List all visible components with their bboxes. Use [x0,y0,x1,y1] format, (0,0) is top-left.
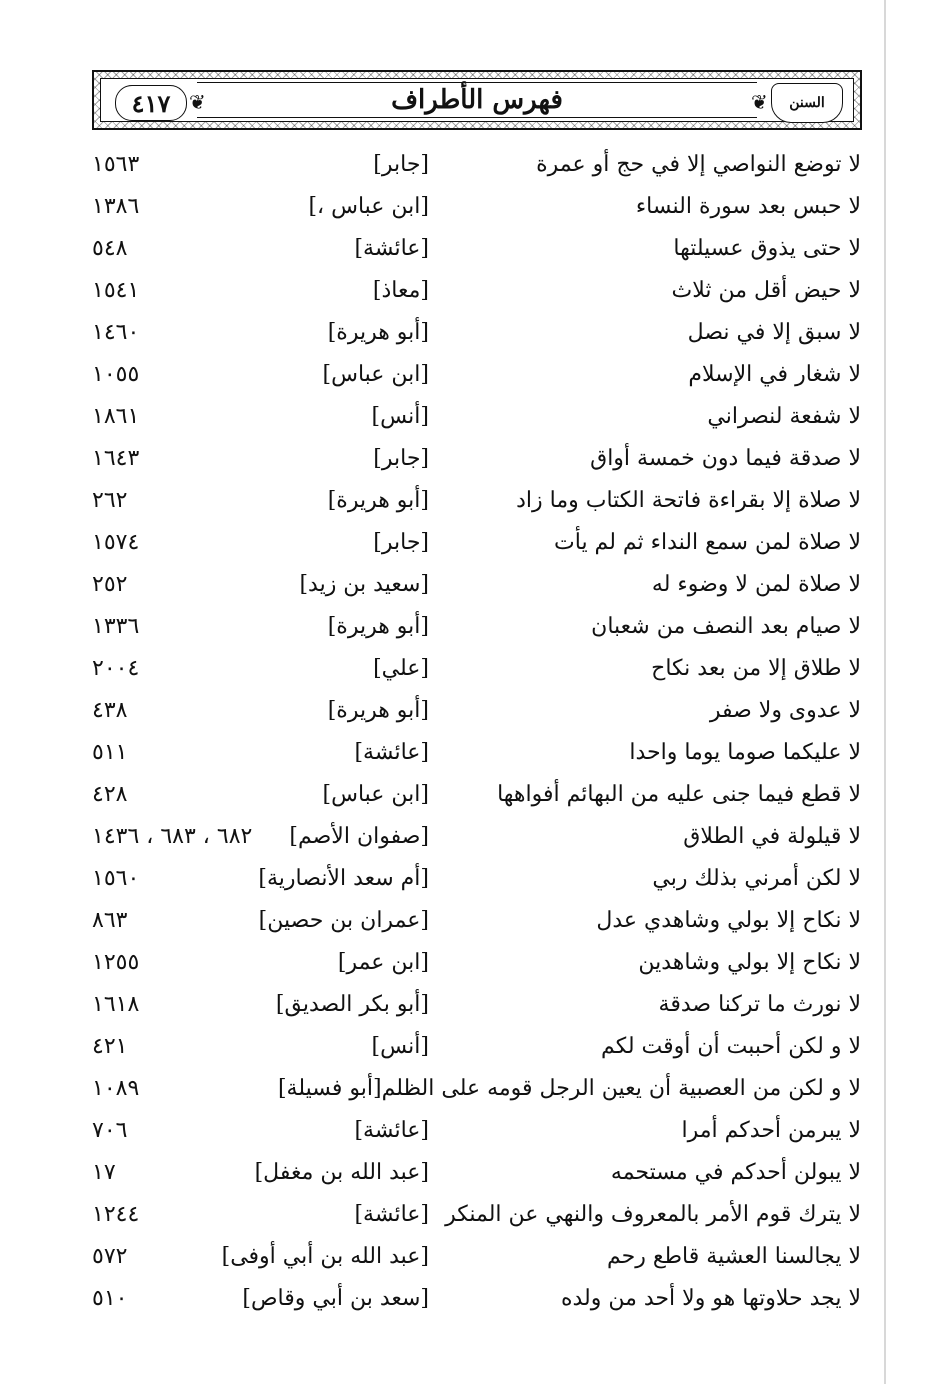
index-entry [0,355,941,395]
page-refs: ٦٨٢ ، ٦٨٣ ، ١٤٣٦ [92,824,253,849]
page-refs: ٥١١ [92,740,128,765]
hadith-text: لا يبرمن أحدكم أمرا [681,1118,861,1143]
index-entry [0,691,941,731]
hadith-text: لا سبق إلا في نصل [687,320,861,345]
index-entry [0,943,941,983]
index-entry [0,859,941,899]
index-entry [0,985,941,1025]
page-refs: ٥١٠ [92,1286,128,1311]
narrator: [معاذ] [372,278,429,303]
page-refs: ١٠٨٩ [92,1076,140,1101]
index-entry [0,649,941,689]
page-refs: ١٠٥٥ [92,362,140,387]
ornament-icon: ❦ [751,90,768,114]
header-frame [100,78,854,122]
page-refs: ٨٦٣ [92,908,128,933]
narrator: [سعيد بن زيد] [299,572,429,597]
narrator: [أم سعد الأنصارية] [258,866,429,891]
hadith-text: لا عليكما صوما يوما واحدا [629,740,861,765]
page-refs: ١٥٧٤ [92,530,140,555]
page-refs: ٢٠٠٤ [92,656,140,681]
index-entry [0,1195,941,1235]
index-entry [0,145,941,185]
ornament-icon: ❦ [189,90,206,114]
page-refs: ١٦٤٣ [92,446,140,471]
page-refs: ٢٦٢ [92,488,128,513]
hadith-text: لا صلاة إلا بقراءة فاتحة الكتاب وما زاد [516,488,861,513]
page-refs: ١٦١٨ [92,992,140,1017]
index-entry [0,229,941,269]
hadith-text: لا حيض أقل من ثلاث [671,278,861,303]
hadith-text: لا و لكن من العصبية أن يعين الرجل قومه على الظلم[أبو فسيلة] [277,1076,861,1101]
index-entry [0,439,941,479]
page-refs: ٥٧٢ [92,1244,128,1269]
hadith-text: لا صيام بعد النصف من شعبان [591,614,861,639]
hadith-text: لا نكاح إلا بولي وشاهدي عدل [596,908,861,933]
index-entry [0,1237,941,1277]
hadith-text: لا حتى يذوق عسيلتها [673,236,861,261]
narrator: [جابر] [373,530,429,555]
page-refs: ١٧ [92,1160,116,1185]
page-refs: ٧٠٦ [92,1118,128,1143]
narrator: [ابن عباس ،] [308,194,429,219]
page-refs: ٥٤٨ [92,236,128,261]
index-entry [0,271,941,311]
page-refs: ١٣٣٦ [92,614,140,639]
hadith-text: لا نورث ما تركنا صدقة [658,992,861,1017]
index-entry [0,775,941,815]
index-entry [0,1069,941,1109]
hadith-text: لا شغار في الإسلام [688,362,861,387]
index-entry [0,1111,941,1151]
hadith-text: لا عدوى ولا صفر [709,698,861,723]
narrator: [ابن عباس] [322,782,429,807]
narrator: [عمران بن حصين] [258,908,429,933]
hadith-text: لا قيلولة في الطلاق [683,824,861,849]
index-entry [0,481,941,521]
narrator: [أبو بكر الصديق] [275,992,429,1017]
page-refs: ٤٢١ [92,1034,128,1059]
hadith-text: لا صلاة لمن لا وضوء له [651,572,861,597]
narrator: [سعد بن أبي وقاص] [242,1286,429,1311]
index-entry [0,817,941,857]
hadith-text: لا يبولن أحدكم في مستحمه [610,1160,861,1185]
index-entry [0,313,941,353]
hadith-text: لا حبس بعد سورة النساء [635,194,861,219]
page-refs: ١٥٦٣ [92,152,140,177]
page-refs: ١٤٦٠ [92,320,140,345]
hadith-text: لا صلاة لمن سمع النداء ثم لم يأت [554,530,861,555]
narrator: [أبو هريرة] [327,698,429,723]
hadith-text: لا توضع النواصي إلا في حج أو عمرة [536,152,861,177]
narrator: [أنس] [371,1034,429,1059]
page-refs: ١٥٤١ [92,278,140,303]
hadith-text: لا نكاح إلا بولي وشاهدين [638,950,861,975]
narrator: [أبو هريرة] [327,614,429,639]
index-entry [0,607,941,647]
page-refs: ١٢٥٥ [92,950,140,975]
hadith-text: لا لكن أمرني بذلك ربي [652,866,861,891]
index-entry [0,187,941,227]
narrator: [عبد الله بن أبي أوفى] [221,1244,429,1269]
page-refs: ٢٥٢ [92,572,128,597]
page-refs: ٤٣٨ [92,698,128,723]
narrator: [عائشة] [354,1118,429,1143]
hadith-text: لا يترك قوم الأمر بالمعروف والنهي عن المنكر [445,1202,861,1227]
narrator: [صفوان الأصم] [289,824,429,849]
narrator: [عائشة] [354,1202,429,1227]
hadith-text: لا صدقة فيما دون خمسة أواق [590,446,861,471]
hadith-text: لا طلاق إلا من بعد نكاح [651,656,861,681]
narrator: [أبو هريرة] [327,320,429,345]
index-entry [0,523,941,563]
narrator: [ابن عباس] [322,362,429,387]
narrator: [جابر] [373,446,429,471]
index-entry [0,565,941,605]
narrator: [أنس] [371,404,429,429]
narrator: [جابر] [373,152,429,177]
hadith-text: لا يجد حلاوتها هو ولا أحد من ولده [560,1286,861,1311]
index-entry [0,1153,941,1193]
page-refs: ١٨٦١ [92,404,140,429]
narrator: [عائشة] [354,236,429,261]
index-entry [0,733,941,773]
hadith-text: لا و لكن أحببت أن أوقت لكم [601,1034,861,1059]
page-refs: ١٥٦٠ [92,866,140,891]
index-entry [0,1027,941,1067]
narrator: [عائشة] [354,740,429,765]
index-entry [0,397,941,437]
index-entry [0,1279,941,1319]
page-header [92,70,862,130]
narrator: [أبو هريرة] [327,488,429,513]
header-title-band [197,82,757,118]
page-refs: ٤٢٨ [92,782,128,807]
hadith-text: لا شفعة لنصراني [707,404,861,429]
book-logo: السنن [771,83,843,123]
page-number: ٤١٧ [115,85,187,121]
hadith-text: لا قطع فيما جنى عليه من البهائم أفواهها [497,782,861,807]
page-refs: ١٣٨٦ [92,194,140,219]
narrator: [علي] [373,656,429,681]
index-entry [0,901,941,941]
hadith-text: لا يجالسنا العشية قاطع رحم [606,1244,861,1269]
page-title: فهرس الأطراف [391,85,563,115]
page-refs: ١٢٤٤ [92,1202,140,1227]
narrator: [عبد الله بن مغفل] [254,1160,429,1185]
narrator: [ابن عمر] [337,950,429,975]
